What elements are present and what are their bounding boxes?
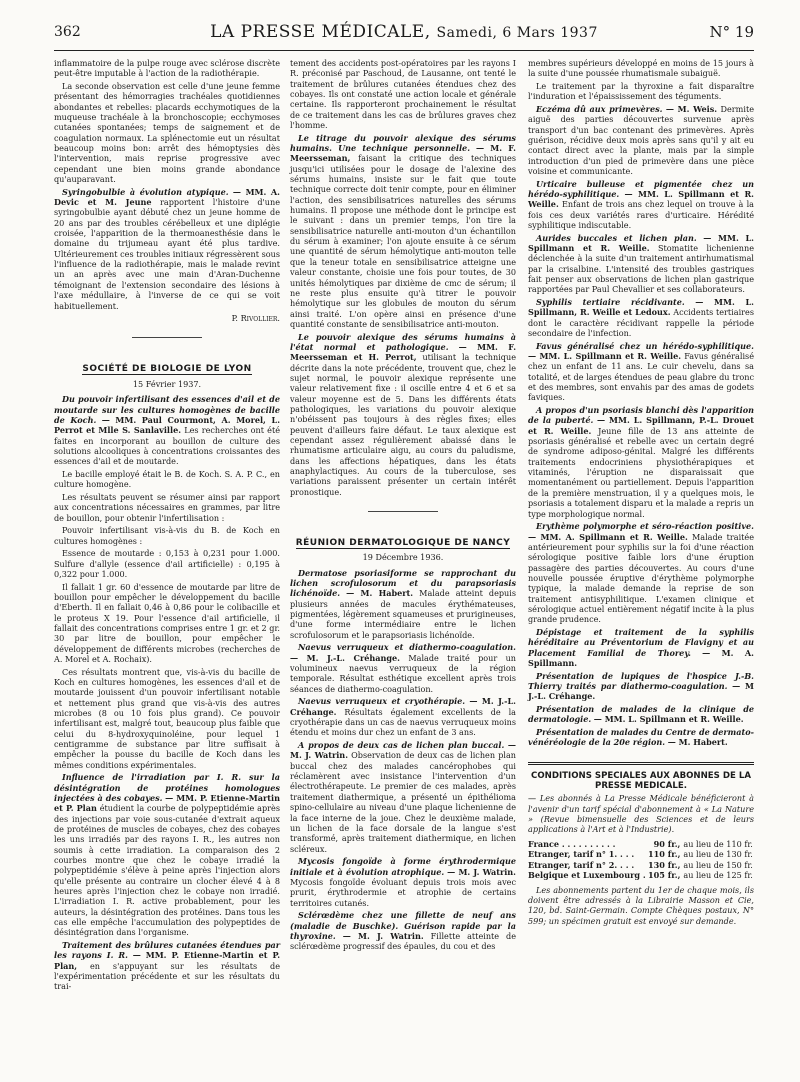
article-title: Présentation de malades de la clinique de dermatologie. (528, 703, 754, 725)
article-title: Présentation de lupiques de l'hospice J.-B. Thierry traités par diathermo-coagulation. (528, 670, 754, 691)
article-authors: — M. Weis. (665, 103, 718, 114)
signature: P. Rivollier. (231, 313, 280, 324)
article-authors: — M. J.-L. Créhange. (290, 652, 400, 663)
article-authors: — MM. L. Spillmann, P.-L. Drouet et R. Weille. (528, 415, 754, 436)
section-date: 19 Décembre 1936. (362, 552, 444, 563)
article-text: Malade traitée antérieurement pour syphilis sur la foi d'une réaction sérologique positive faible lors d'une éruption passagère des parties découvertes. Au cours d'une nouvelle poussée éruptive d'érythème polymorphe typique, la malade demande la reprise de son traitement antisyphilitique. L'examen clinique et sérologique actuel entièrement négatif incite à la plus grande prudence. (528, 531, 754, 625)
article-title: Syphilis tertiaire récidivante. (536, 297, 685, 308)
article (290, 642, 516, 694)
rate-dest: Belgique et Luxembourg . (528, 870, 646, 881)
article (54, 394, 280, 466)
notice-outro: Les abonnements partent du 1er de chaque mois, ils doivent être adressés à la Librairie Masson et Cie, 120, bd. Saint-Germain. Compte Chèques postaux, N° 599; un spécimen gratuit est envoyé sur demande. (528, 884, 754, 926)
article-authors: — MM. A. Devic et M. Jeune (54, 186, 280, 208)
article-title: Influence de l'irradiation par I. R. sur la désintégration de protéines homologues injectées à des cobayes. (54, 772, 280, 803)
article (290, 740, 516, 854)
issue-date: Samedi, 6 Mars 1937 (436, 25, 598, 41)
article-text: utilisant la technique décrite dans la note précédente, trouvent que, chez le sujet normal, le pouvoir alexique représente une valeur relativement fixe : il oscille entre 4 et 6 et sa valeur moyenne est de 5. Dans les différents états pathologiques, les variations du pouvoir alexique n'obéissent pas toujours à des règles fixes; elles peuvent d'ailleurs faire défaut. Le taux alexique est cependant assez régulièrement abaissé dans le rhumatisme articulaire aigu, au cours du paludisme, dans les affections hépatiques, dans les états anaphylactiques. Au cours de la tuberculose, ses variations paraissent présenter un certain intérêt pronostique. (290, 352, 516, 497)
paragraph: Les résultats peuvent se résumer ainsi par rapport aux concentrations nécessaires en grammes, par litre de bouillon, pour obtenir l'infertilisation : (54, 491, 280, 523)
article-text: Dermite aiguë des parties découvertes survenue après transport d'un bac contenant des primevères. Après guérison, récidive deux mois après sans qu'il y ait eu contact direct avec la plante, mais par la simple introduction d'un pied de primevère dans une pièce voisine et communicante. (528, 103, 754, 177)
article-authors: — MM. L. Spillmann et R. Weille. (593, 714, 744, 725)
article-title: Présentation de malades du Centre de dermato-vénéréologie de la 20e région. (528, 726, 754, 748)
rate-price: 110 fr., (648, 849, 681, 860)
rate-price: 105 fr., (648, 870, 681, 881)
section-date: 15 Février 1937. (132, 378, 202, 389)
rate-row (528, 849, 754, 860)
rate-price: 130 fr., (648, 859, 681, 870)
article-authors: — M. J. Watrin. (342, 930, 424, 941)
article-title: Le pouvoir alexique des sérums humains à l'état normal et pathologique. (290, 331, 516, 352)
article (290, 133, 516, 330)
article-text: Malade traité pour un volumineux naevus verruqueux de la région temporale. Résultat esthétique excellent après trois séances de diathermo-coagulation. (290, 652, 516, 694)
article-title: Le titrage du pouvoir alexique des sérums humains. Une technique personnelle. (290, 132, 516, 154)
article-title: Mycosis fongoïde à forme érythrodermique initiale et à évolution atrophique. (290, 856, 516, 877)
article-authors: — M. J.-L. Créhange. (290, 696, 516, 717)
article (290, 696, 516, 737)
article-authors: — MM. L. Spillmann, R. Weille et Ledoux. (528, 297, 754, 318)
paragraph: inflammatoire de la pulpe rouge avec sclérose discrète peut-être imputable à l'action de la radiothérapie. (54, 58, 280, 79)
article (528, 521, 754, 624)
article (528, 405, 754, 519)
article-authors: — MM. L. Spillmann et R. Weille. (528, 232, 754, 254)
article-text: faisant la critique des techniques jusqu'ici utilisées pour le dosage de l'alexine des sérums humains, insiste sur le fait que toute technique correcte doit tenir compte, pour en éliminer l'action, des sensibilisatrices naturelles des sérums humains. Il propose une méthode dont le principe est le suivant : dans un premier temps, l'on tire la sensibilisatrice naturelle anti-mouton d'un échantillon du sérum à examiner; l'on ajoute ensuite à ce sérum une quantité de sérum hémolytique anti-mouton telle que la teneur totale en sensibilisatrice atteigne une valeur constante, choisie une fois pour toutes, de 30 unités hémolytiques par dixième de cmc de sérum; il ne reste plus ensuite qu'à titrer le pouvoir hémolytique sur les globules de mouton du sérum ainsi traité. L'on opère ainsi en présence d'une quantité constante de sensibilisatrice anti-mouton. (290, 153, 516, 329)
section-divider (368, 511, 438, 512)
paragraph: Il fallait 1 gr. 60 d'essence de moutarde par litre de bouillon pour empêcher le développement du bacille d'Eberth. Il en fallait 0,46 à 0,86 pour le colibacille et le proteus X 19. Pour l'essence d'ail artificielle, il fallait des concentrations comprises entre 1 gr. et 2 gr. 30 par litre de bouillon, pour empêcher le développement de différents microbes (recherches de A. Morel et A. Rochaix). (54, 581, 280, 664)
article-title: Erythème polymorphe et séro-réaction positive. (536, 521, 754, 532)
page-number: 362 (54, 24, 81, 40)
rate-rest: au lieu de 130 fr. (683, 849, 753, 860)
article-title: Eczéma dû aux primevères. (536, 103, 663, 114)
article-text: rapportent l'histoire d'une syringobulbie ayant débuté chez un jeune homme de 20 ans par des troubles cérébelleux et une diplégie croisée, l'apparition de la thermoanesthésie dans le domaine du trijumeau ayant été plus tardive. Ultérieurement ces troubles initiaux régressèrent sous l'influence de la radiothérapie, mais le malade revint un an après avec une main d'Aran-Duchenne témoignant de l'extension secondaire des lésions à l'axe médullaire, à l'inverse de ce qui se voit habituellement. (54, 197, 281, 311)
rate-row (528, 870, 754, 881)
rates-table (528, 839, 754, 881)
article-text: Stomatite lichenienne déclenchée à la suite d'un traitement antirhumatismal par la crisalbine. L'intensité des troubles gastriques fait penser aux observations de lichen plan gastrique rapportées par Paul Chevallier et ses collaborateurs. (528, 243, 754, 295)
article-title: Urticaire bulleuse et pigmentée chez un hérédo-syphilitique. (528, 178, 754, 200)
article-text: Résultats également excellents de la cryothérapie dans un cas de naevus verruqueux moins étendu et moins dur chez un enfant de 3 ans. (290, 706, 516, 738)
paragraph: Pouvoir infertilisant vis-à-vis du B. de Koch en cultures homogènes : (54, 525, 280, 546)
paragraph: tement des accidents post-opératoires par les rayons I R. préconisé par Paschoud, de Lausanne, ont tenté le traitement de brûlures cutanées étendues chez des cobayes. Ils ont constaté une action locale et générale certaine. Ils rapporteront prochainement le résultat de ce traitement dans les cas de brûlures graves chez l'homme. (290, 58, 516, 131)
article (54, 772, 280, 938)
article-text: Fillette atteinte de sclérœdème progressif des épaules, du cou et des (290, 930, 517, 952)
article-text: Mycosis fongoïde évoluant depuis trois mois avec prurit, érythrodermie et atrophie de certains territoires cutanés. (290, 876, 516, 908)
rate-dest: France . . . . . . . . . . (528, 838, 616, 849)
paragraph: Le bacille employé était le B. de Koch. S. A. P. C., en culture homogène. (54, 468, 280, 490)
rate-rest: au lieu de 125 fr. (683, 870, 753, 881)
article-title: Sclérœdème chez une fillette de neuf ans (maladie de Buschke). Guérison rapide par la thyroxine. (290, 910, 516, 941)
article-authors: — M J.-L. Créhange. (528, 680, 755, 702)
notice-intro: — Les abonnés à La Presse Médicale bénéficieront à l'avenir d'un tarif spécial d'abonnement à « La Nature » (Revue bimensuelle des Sciences et de leurs applications à l'Art et à l'Industrie). (528, 793, 754, 835)
paragraph: membres supérieurs développé en moins de 15 jours à la suite d'une poussée rhumatismale subaiguë. (528, 58, 754, 79)
journal-title: LA PRESSE MÉDICALE, (210, 22, 431, 42)
header-rule (54, 50, 754, 51)
article (528, 104, 754, 176)
article-authors: — MM. F. Meersseman et H. Perrot, (290, 341, 517, 363)
column-1 (54, 58, 280, 994)
article-text: en s'appuyant sur les résultats de l'expérimentation précédente et sur les résultats du trai- (54, 960, 280, 992)
rate-dest: Etranger, tarif n° 2. . . . (528, 859, 635, 870)
article (290, 332, 516, 498)
section-divider (132, 337, 202, 338)
article-title: Dermatose psoriasiforme se rapprochant du lichen scrofulosorum et du parapsoriasis lichénoïde. (290, 567, 516, 599)
article-title: Du pouvoir infertilisant des essences d'ail et de moutarde sur les cultures homogènes de bacille de Koch. (54, 394, 280, 425)
notice-title: CONDITIONS SPECIALES AUX ABONNES DE LA PRESSE MEDICALE. (531, 770, 751, 791)
column-2 (290, 58, 516, 954)
article-authors: — M. J. Watrin. (290, 740, 516, 761)
article (290, 568, 516, 640)
article-text: Jeune fille de 13 ans atteinte de psoriasis généralisé et rebelle avec un certain degré de syndrome adiposo-génital. Malgré les différents traitements endocriniens physiothérapiques et vitaminés, l'éruption ne disparaissait que momentanément ou partiellement. Depuis l'apparition de la première menstruation, il y a quelques mois, le psoriasis a totalement disparu et la malade a repris un type morphologique normal. (528, 425, 754, 519)
article (54, 940, 280, 992)
paragraph: Essence de moutarde : 0,153 à 0,231 pour 1.000. Sulfure d'allyle (essence d'ail artificielle) : 0,195 à 0,322 pour 1.000. (54, 548, 280, 579)
rate-dest: Etranger, tarif n° 1. . . . (528, 849, 635, 860)
article-text: Les recherches ont été faites en incorporant au bouillon de culture des solutions alcooliques à concentrations croissantes des essences d'ail et de moutarde. (54, 425, 280, 467)
subscription-notice (528, 762, 754, 926)
article-text: Favus généralisé chez un enfant de 11 ans. Le cuir chevelu, dans sa totalité, et de larges étendues de peau glabre du tronc et des membres, sont envahis par des amas de godets faviques. (528, 351, 754, 403)
article-authors: — M. A. Spillmann. (528, 647, 754, 668)
article-text: Enfant de trois ans chez lequel on trouve à la fois ces deux variétés rares d'urticaire. Hérédité syphilitique indiscutable. (528, 199, 755, 231)
article-authors: — M. J. Watrin. (447, 866, 516, 877)
article-title: Aurides buccales et lichen plan. (536, 232, 697, 243)
article (528, 233, 754, 295)
article-title: A propos de deux cas de lichen plan buccal. (298, 740, 505, 751)
article-title: Dépistage et traitement de la syphilis héréditaire au Préventorium de Flavigny et au Placement Familial de Thorey. (528, 626, 754, 658)
paragraph: Ces résultats montrent que, vis-à-vis du bacille de Koch en cultures homogènes, les essences d'ail et de moutarde jouissent d'un pouvoir infertilisant notable et nettement plus grand que vis-à-vis des autres microbes (8 ou 10 fois plus grand). Ce pouvoir infertilisant est, malgré tout, beaucoup plus faible que celui du 8-hydroxyquinoléine, pour lequel 1 centigramme de substance par litre suffisait à empêcher la pousse du bacille de Koch dans les mêmes conditions expérimentales. (54, 666, 280, 770)
rate-rest: au lieu de 110 fr. (683, 838, 753, 849)
article (528, 341, 754, 403)
article-authors: — MM. Paul Courmont, A. Morel, L. Perrot et Mlle S. Sanlaville. (54, 414, 281, 436)
article-authors: — MM. A. Spillmann et R. Weille. (528, 531, 688, 542)
page-header (54, 22, 754, 44)
article-authors: — M. F. Meersseman, (290, 143, 516, 164)
section-heading: SOCIÉTÉ DE BIOLOGIE DE LYON (82, 364, 252, 375)
article-authors: — MM. L. Spillmann et R. Weille. (528, 189, 754, 210)
article (528, 297, 754, 338)
article-authors: — M. Habert. (667, 737, 728, 748)
article (528, 727, 754, 748)
article-authors: — MM. P. Etienne-Martin et P. Plan (54, 792, 280, 814)
journal-masthead (54, 22, 754, 42)
article-title: Naevus verruqueux et cryothérapie. (298, 696, 466, 707)
article-title: Syringobulbie à évolution atypique. (62, 186, 229, 197)
article (54, 187, 280, 311)
article (290, 910, 516, 951)
article-title: Traitement des brûlures cutanées étendues par les rayons I. R. (54, 940, 280, 961)
article-text: étudient la courbe de polypeptidémie après des injections par voie sous-cutanée d'extrait aqueux de protéines de muscles de cobayes, chez des cobayes les uns irradiés par des rayons I. R., les autres non soumis à cette irradiation. La comparaison des 2 courbes montre que chez le cobaye irradié la polypeptidémie s'élève à peine après l'injection alors qu'elle présente au contraire un clocher élevé 4 à 8 heures après l'injection chez le cobaye non irradié. L'irradiation I. R. active probablement, pour les auteurs, la désintégration des protéines. Dans tous les cas elle empêche l'accumulation des polypeptides de désintégration dans l'organisme. (54, 803, 280, 938)
article (528, 671, 754, 702)
article (528, 704, 754, 725)
paragraph: Le traitement par la thyroxine a fait disparaître l'induration et l'épaississement des téguments. (528, 80, 754, 102)
issue-number: N° 19 (709, 23, 754, 41)
article-title: Favus généralisé chez un hérédo-syphilitique. (536, 340, 754, 351)
article-text: Malade atteint depuis plusieurs années de macules érythémateuses, pigmentées, légèrement squameuses et prurigineuses, d'une forme intermédiaire entre le lichen scrofulosorum et le parapsoriasis lichénoïde. (290, 588, 517, 640)
column-3 (528, 58, 754, 928)
rate-row (528, 839, 754, 850)
article-title: A propos d'un psoriasis blanchi dès l'apparition de la puberté. (528, 405, 754, 426)
rate-rest: au lieu de 150 fr. (683, 859, 753, 870)
rate-price: 90 fr., (653, 838, 681, 849)
article-authors: — MM. L. Spillmann et R. Weille. (528, 351, 682, 362)
article-authors: — MM. P. Etienne-Martin et P. Plan, (54, 950, 281, 971)
article-text: Observation de deux cas de lichen plan buccal chez des malades cancérophobes qui réclamèrent avec insistance l'intervention d'un électrothérapeute. Le premier de ces malades, après traitement diathermique, a présenté un épithélioma spino-cellulaire au niveau d'une plaque lichenienne de la face interne de la joue. Chez le deuxième malade, un lichen de la face dorsale de la langue s'est transformé, après traitement diathermique, en lichen scléreux. (290, 750, 516, 854)
section-heading: RÉUNION DERMATOLOGIQUE DE NANCY (295, 538, 511, 549)
article-title: Naevus verruqueux et diathermo-coagulation. (298, 642, 516, 653)
article-authors: — M. Habert. (346, 588, 414, 599)
article (528, 627, 754, 668)
rate-row (528, 860, 754, 871)
article-text: Accidents tertiaires dont le caractère récidivant rappelle la période secondaire de l'infection. (528, 307, 754, 339)
article (290, 856, 516, 908)
article (528, 179, 754, 231)
paragraph: La seconde observation est celle d'une jeune femme présentant des hémorragies trachéales quotidiennes abondantes et rebelles: placards ecchymotiques de la muqueuse trachéale à la bronchoscopie; ecchymoses cutanées spontanées; temps de saignement et de coagulation normaux. La splénectomie eut un résultat beaucoup moins bon: arrêt des hémoptysies dès l'intervention, mais reprise progressive avec cependant une bien moins grande abondance qu'auparavant. (54, 80, 280, 185)
